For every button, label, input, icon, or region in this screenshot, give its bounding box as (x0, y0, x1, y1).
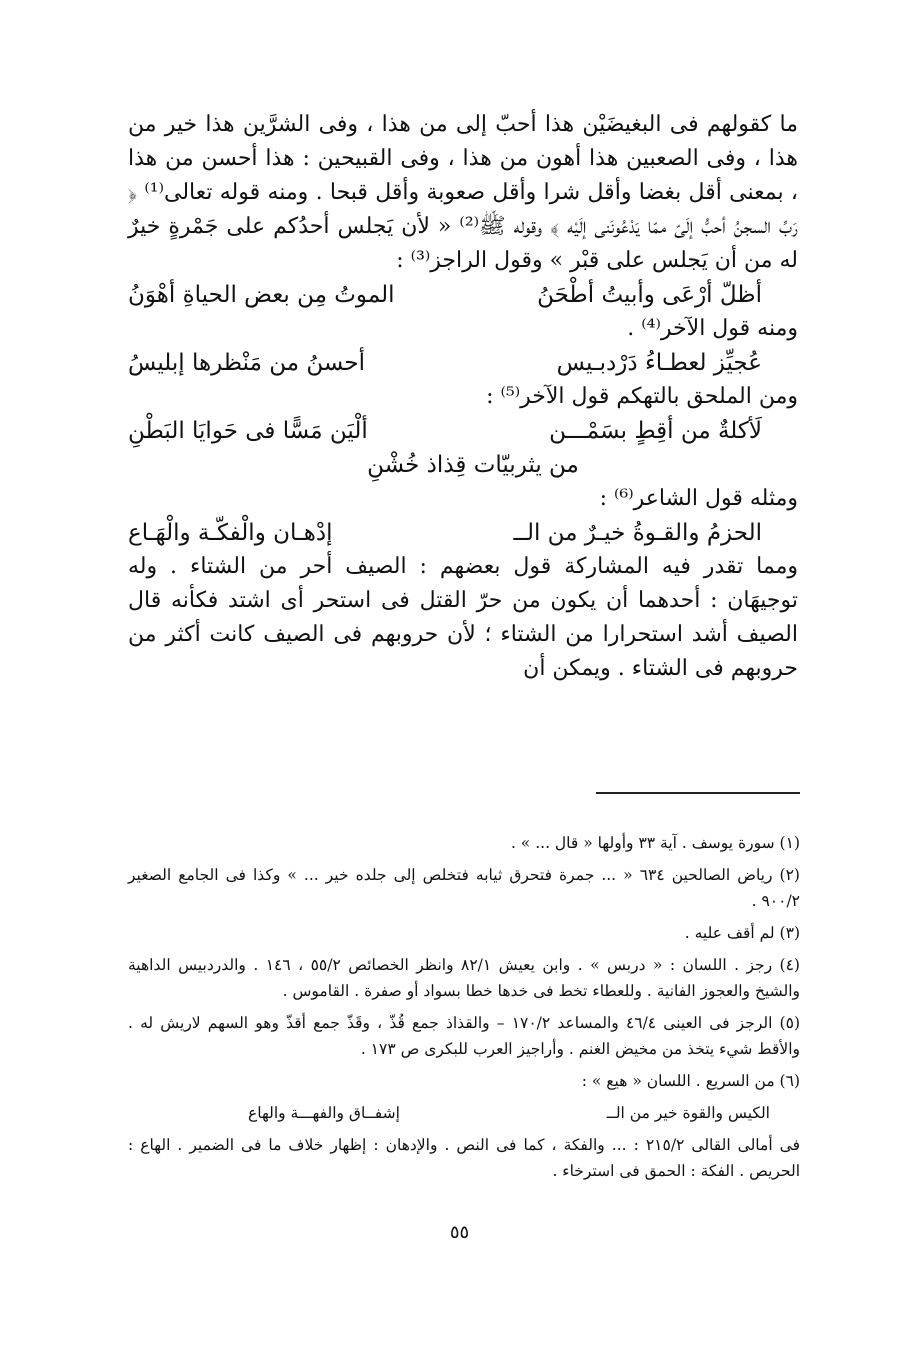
footnote-3: (٣) لم أقف عليه . (684, 924, 800, 942)
verse-1-left-hemistich: الموتُ مِن بعض الحياةِ أهْوَنُ (128, 282, 395, 308)
intro-verse-4: ومثله قول الشاعر⁽⁶⁾ : (599, 486, 798, 511)
verse-2-right-hemistich: عُجيِّز لعطـاءُ دَرْدبـيس (556, 350, 762, 376)
footnote-6: (٦) من السريع . اللسان « هيع » : (581, 1072, 800, 1090)
paragraph-2: ومما تقدر فيه المشاركة قول بعضهم : الصيف أحر من الشتاء . وله توجيهَان : أحدهما أن يكون من حرّ القتل فى استحر أى اشتد فكأنه قال الصيف أشد استحرارا من الشتاء ؛ لأن حروبهم فى الصيف كانت أكثر من حروبهم فى الشتاء . ويمكن أن (128, 554, 798, 681)
footnote-divider (596, 792, 800, 794)
verse-4-right-hemistich: الحزمُ والقـوةُ خيـرٌ من الــ (513, 520, 762, 546)
page-number: ٥٥ (449, 1222, 470, 1243)
footnote-6-verse-right: الكيس والقوة خير من الــ (606, 1104, 770, 1122)
verse-3-left-hemistich: ألْيَن مَسًّا فى حَوايَا البَطْنِ (128, 418, 368, 444)
footnote-4: (٤) رجز . اللسان : « دربس » . وابن يعيش ٨٢/١ وانظر الخصائص ٥٥/٢ ، ١٤٦ . والدردبيس الداهية والشيخ والعجوز الفانية . وللعطاء تخط فى خدها خطا بسواد أو صفرة . القاموس . (128, 956, 800, 1000)
footnote-6-verse-left: إشفــاق والفهـــة والهاع (248, 1104, 400, 1122)
verse-4-left-hemistich: إدْهـان والْفكّـة والْهَـاع (128, 520, 333, 546)
verse-4 (128, 516, 798, 550)
verse-3-right-hemistich: لَأكلةٌ من أقِطٍ بسَمْـــن (549, 418, 762, 444)
verse-3-continuation: من يثربيّات قِذاذ خُشْنِ (367, 452, 579, 478)
footnote-2: (٢) رياض الصالحين ٦٣٤ « ... جمرة فتحرق ثيابه فتخلص إلى جلده خير ... » وكذا فى الجامع الصغير ٩٠٠/٢ . (128, 866, 800, 910)
footnote-1: (١) سورة يوسف . آية ٣٣ وأولها « قال ... » . (510, 834, 800, 852)
verse-1 (128, 278, 798, 312)
verse-1-right-hemistich: أظلّ أرْعَى وأبيتُ أطْحَنُ (537, 282, 762, 308)
verse-3 (128, 414, 798, 448)
main-text (128, 108, 798, 686)
intro-verse-3: ومن الملحق بالتهكم قول الآخر⁽⁵⁾ : (486, 384, 798, 409)
verse-2-left-hemistich: أحسنُ من مَنْظرها إبليسُ (128, 350, 366, 376)
footnotes (128, 830, 800, 1190)
intro-verse-2: ومنه قول الآخر⁽⁴⁾ . (627, 316, 798, 341)
footnote-5: (٥) الرجز فى العينى ٤٦/٤ والمساعد ١٧٠/٢ – والقذاذ جمع قُذّ ، وقَذّ جمع أقذّ وهو السهم لاريش له . والأقط شيء يتخذ من مخيض الغنم . وأراجيز العرب للبكرى ص ١٧٣ . (128, 1014, 800, 1058)
paragraph-1: ما كقولهم فى البغيضَيْن هذا أحبّ إلى من هذا ، وفى الشرَّين هذا خير من هذا ، وفى الصعبين هذا أهون من هذا ، وفى القبيحين : هذا أحسن من هذا ، بمعنى أقل بغضا وأقل شرا وأقل صعوبة وأقل قبحا . ومنه قوله تعالى⁽¹⁾ ﴿ رَبِّ السجنُ أحبُّ إلَىّ ممّا يَدْعُونَنى إلَيْه ﴾ وقوله ﷺ⁽²⁾ « لأن يَجلس أحدُكم على جَمْرةٍ خيرٌ له من أن يَجلس على قبْر » وقول الراجز⁽³⁾ : (128, 112, 799, 273)
footnote-6-verse (128, 1100, 800, 1126)
verse-2 (128, 346, 798, 380)
footnote-6-commentary: فى أمالى القالى ٢١٥/٢ : ... والفكة ، كما فى النص . والإدهان : إظهار خلاف ما فى الضمير . الهاع : الحريص . الفكة : الحمق فى استرخاء . (128, 1136, 800, 1180)
